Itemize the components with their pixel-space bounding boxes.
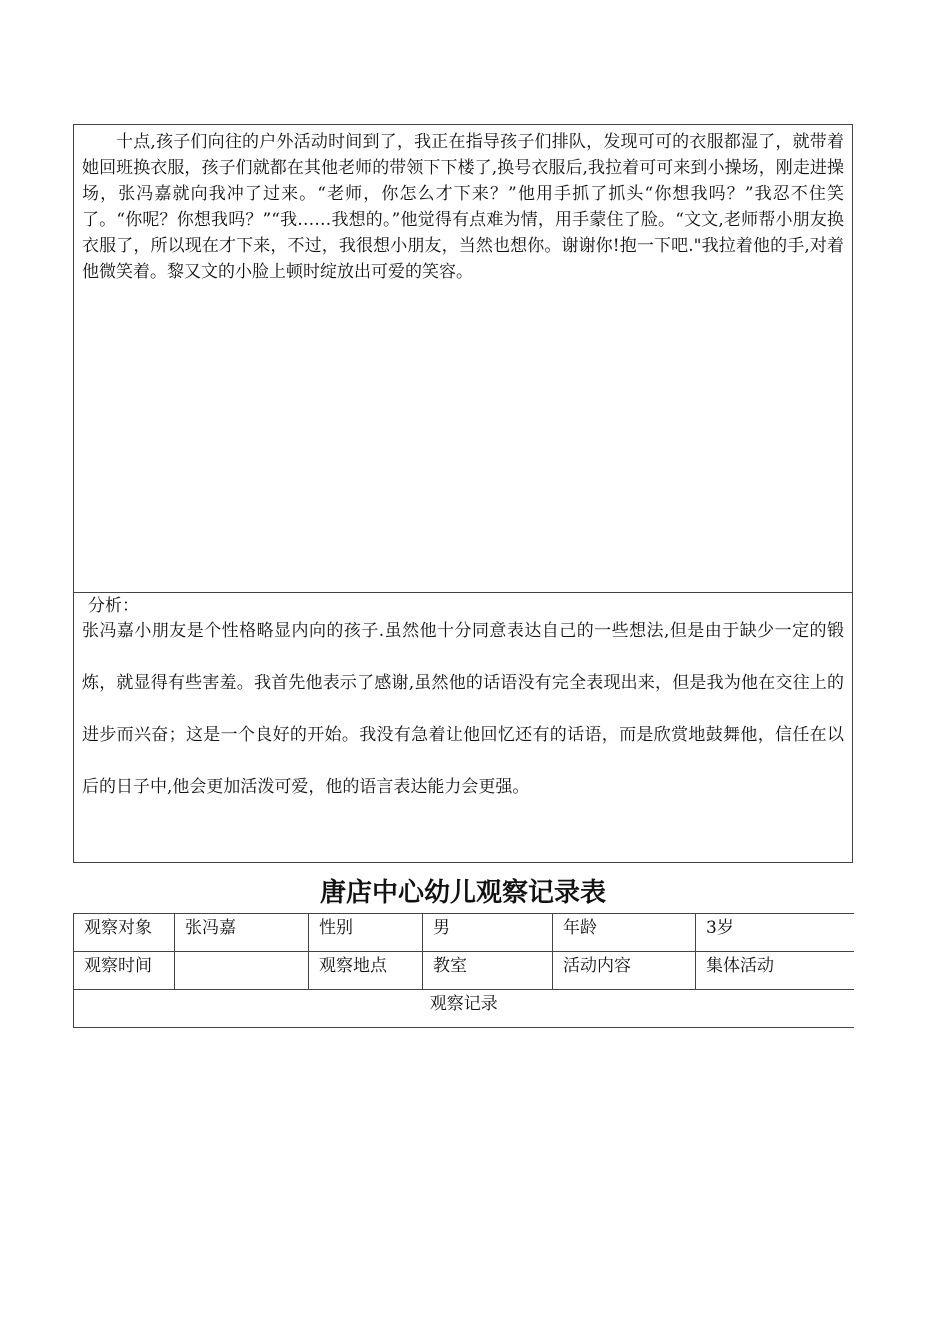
analysis-box: [73, 593, 853, 863]
observation-record-box: [73, 124, 853, 593]
observation-record-text: 十点,孩子们向往的户外活动时间到了，我正在指导孩子们排队，发现可可的衣服都湿了，就带着她回班换衣服，孩子们就都在其他老师的带领下下楼了,换号衣服后,我拉着可可来到小操场，刚走进操场，张冯嘉就向我冲了过来。“老师，你怎么才下来？”他用手抓了抓头“你想我吗？”我忍不住笑了。“你呢？你想我吗？”“我……我想的。”他觉得有点难为情，用手蒙住了脸。“文文,老师帮小朋友换衣服了，所以现在才下来，不过，我很想小朋友，当然也想你。谢谢你!抱一下吧."我拉着他的手,对着他微笑着。黎又文的小脸上顿时绽放出可爱的笑容。: [82, 132, 844, 282]
subject-value: 张冯嘉: [175, 914, 309, 952]
table-row: [74, 990, 854, 1028]
table-row: [74, 914, 854, 952]
age-label: 年龄: [553, 914, 696, 952]
content-value: 集体活动: [696, 952, 854, 990]
content-label: 活动内容: [553, 952, 696, 990]
subject-label: 观察对象: [74, 914, 175, 952]
document-page: [73, 124, 853, 1028]
observation-info-table: [73, 913, 854, 1028]
time-value: [175, 952, 309, 990]
gender-value: 男: [423, 914, 553, 952]
analysis-text: 张冯嘉小朋友是个性格略显内向的孩子.虽然他十分同意表达自己的一些想法,但是由于缺少一定的锻炼，就显得有些害羞。我首先他表示了感谢,虽然他的话语没有完全表现出来，但是我为他在交往上的进步而兴奋；这是一个良好的开始。我没有急着让他回忆还有的话语，而是欣赏地鼓舞他，信任在以后的日子中,他会更加活泼可爱，他的语言表达能力会更强。: [82, 621, 844, 797]
gender-label: 性别: [309, 914, 423, 952]
time-label: 观察时间: [74, 952, 175, 990]
form-title: 唐店中心幼儿观察记录表: [319, 878, 606, 908]
place-value: 教室: [423, 952, 553, 990]
analysis-label: 分析：: [88, 596, 139, 616]
place-label: 观察地点: [309, 952, 423, 990]
table-row: [74, 952, 854, 990]
age-value: 3岁: [696, 914, 854, 952]
record-header: 观察记录: [74, 990, 854, 1028]
